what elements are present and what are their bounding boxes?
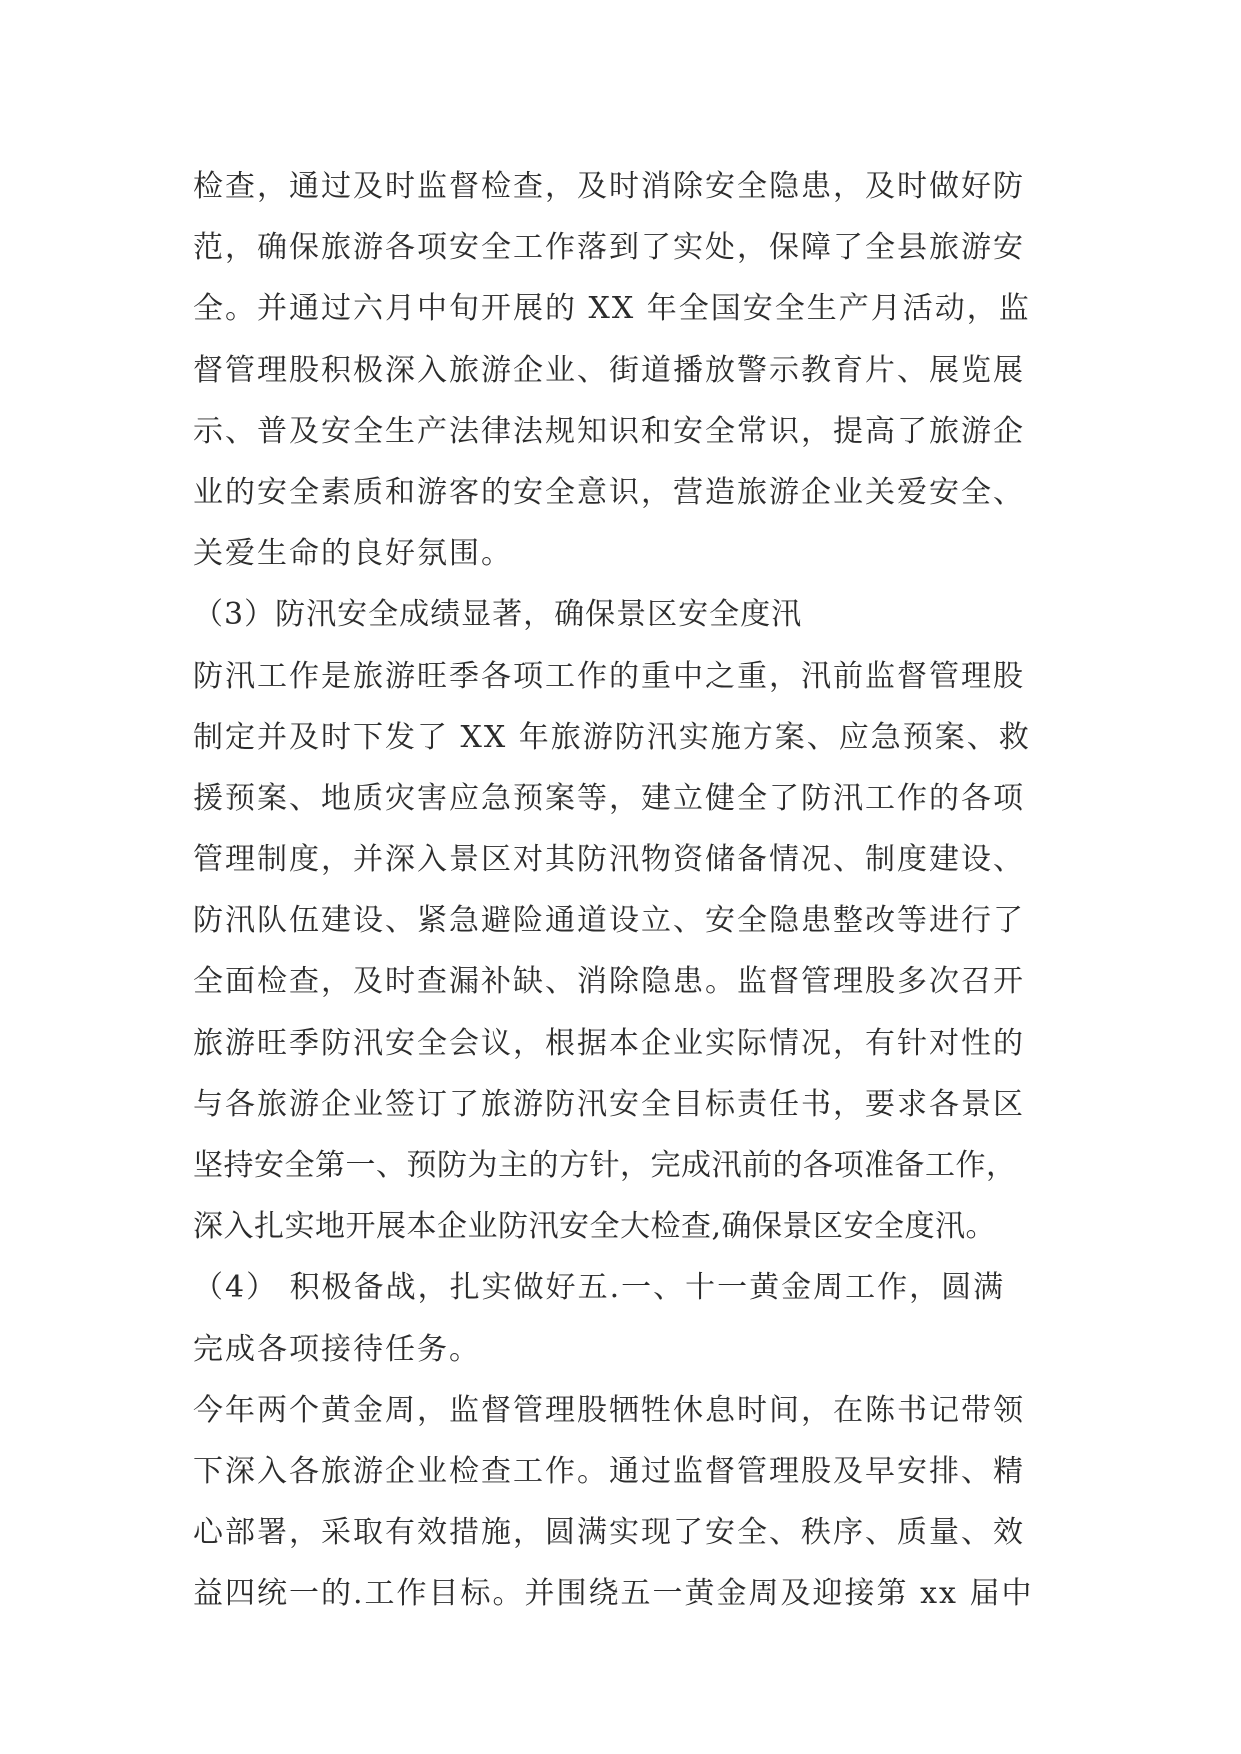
text-line: 全。并通过六月中旬开展的 XX 年全国安全生产月活动，监 — [193, 291, 1031, 327]
text-line: 制定并及时下发了 XX 年旅游防汛实施方案、应急预案、救 — [193, 719, 1031, 755]
text-line: 管理制度，并深入景区对其防汛物资储备情况、制度建设、 — [193, 842, 1025, 878]
section-heading: （4） 积极备战，扎实做好五.一、十一黄金周工作，圆满 — [193, 1270, 1006, 1306]
section-heading: （3）防汛安全成绩显著，确保景区安全度汛 — [193, 597, 803, 633]
text-line: 旅游旺季防汛安全会议，根据本企业实际情况，有针对性的 — [193, 1025, 1025, 1061]
text-line: 检查，通过及时监督检查，及时消除安全隐患，及时做好防 — [193, 169, 1025, 204]
text-line: 关爱生命的良好氛围。 — [193, 536, 513, 572]
text-line: 督管理股积极深入旅游企业、街道播放警示教育片、展览展 — [193, 352, 1025, 388]
text-line: 今年两个黄金周，监督管理股牺牲休息时间，在陈书记带领 — [193, 1392, 1025, 1428]
text-line: 防汛工作是旅游旺季各项工作的重中之重，汛前监督管理股 — [193, 658, 1025, 694]
text-line: 深入扎实地开展本企业防汛安全大检查,确保景区安全度汛。 — [193, 1209, 997, 1245]
text-line: 防汛队伍建设、紧急避险通道设立、安全隐患整改等进行了 — [193, 903, 1025, 939]
text-line: 下深入各旅游企业检查工作。通过监督管理股及早安排、精 — [193, 1453, 1025, 1489]
section-heading: 完成各项接待任务。 — [193, 1331, 481, 1367]
text-line: 业的安全素质和游客的安全意识，营造旅游企业关爱安全、 — [193, 474, 1025, 510]
text-line: 全面检查，及时查漏补缺、消除隐患。监督管理股多次召开 — [193, 964, 1025, 1000]
body-text — [193, 156, 1073, 1625]
text-line: 范，确保旅游各项安全工作落到了实处，保障了全县旅游安 — [193, 230, 1025, 266]
text-line: 益四统一的.工作目标。并围绕五一黄金周及迎接第 xx 届中 — [193, 1576, 1034, 1612]
text-line: 示、普及安全生产法律法规知识和安全常识，提高了旅游企 — [193, 413, 1025, 449]
text-line: 坚持安全第一、预防为主的方针，完成汛前的各项准备工作， — [193, 1148, 1017, 1183]
text-line: 与各旅游企业签订了旅游防汛安全目标责任书，要求各景区 — [193, 1086, 1025, 1122]
text-line: 援预案、地质灾害应急预案等，建立健全了防汛工作的各项 — [193, 780, 1025, 816]
text-line: 心部署，采取有效措施，圆满实现了安全、秩序、质量、效 — [193, 1515, 1025, 1551]
